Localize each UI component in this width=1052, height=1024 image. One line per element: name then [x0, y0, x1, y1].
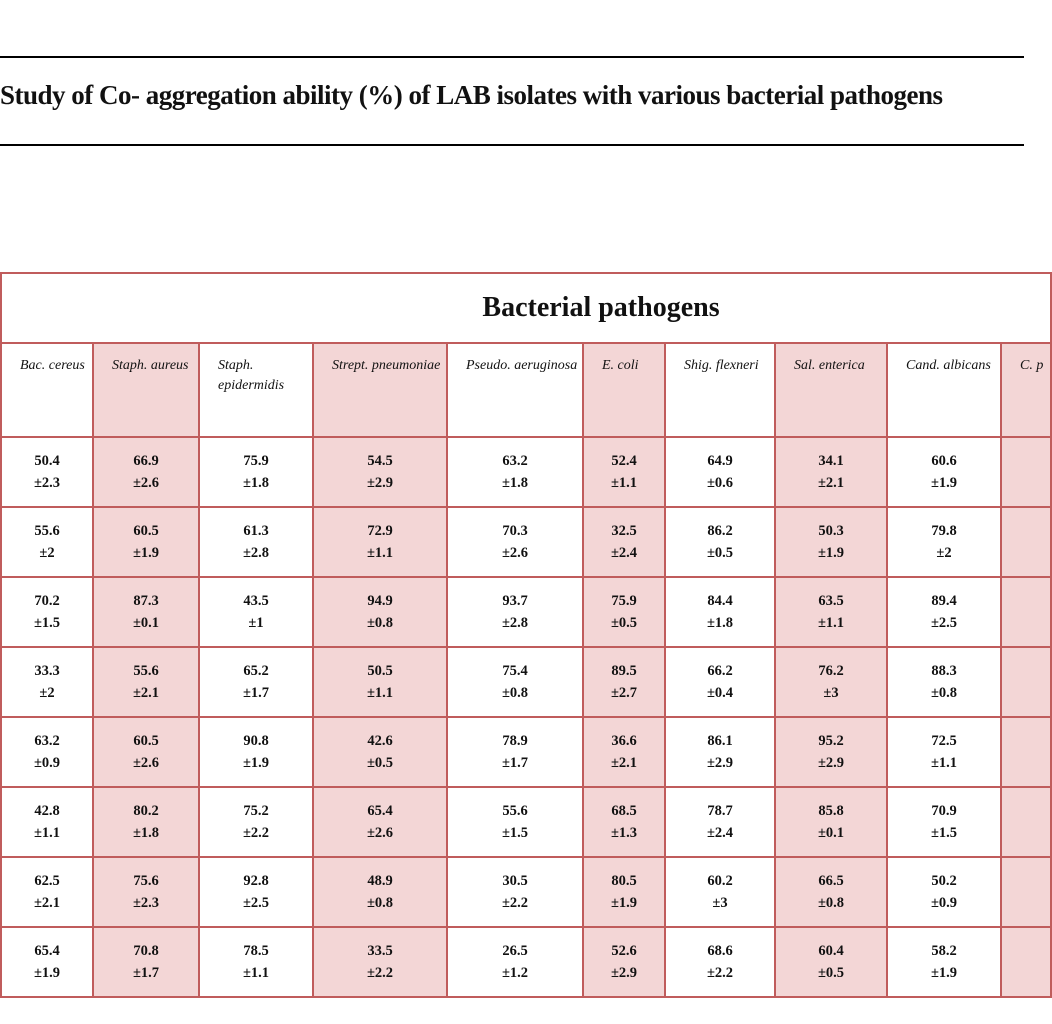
cell-std-dev: ±0.5: [366, 755, 394, 771]
table-cell: [447, 577, 583, 647]
cell-value: 52.4: [611, 453, 637, 469]
cell-std-dev: ±2.1: [817, 475, 845, 491]
table-cell: [665, 437, 775, 507]
table-cell: [1, 507, 93, 577]
table-cell: [775, 927, 887, 997]
cell-value: 78.5: [243, 943, 269, 959]
cell-std-dev: ±2.7: [610, 685, 638, 701]
cell-std-dev: ±1.1: [242, 965, 270, 981]
cell-std-dev: ±0.8: [817, 895, 845, 911]
cell-value: 33.5: [367, 943, 393, 959]
cell-value: 86.2: [707, 523, 733, 539]
cell-std-dev: ±0.1: [132, 615, 160, 631]
table-cell: [887, 927, 1001, 997]
table-cell: [665, 717, 775, 787]
cell-std-dev: ±1.5: [501, 825, 529, 841]
cell-std-dev: ±3: [823, 685, 839, 701]
table-cell: [665, 787, 775, 857]
cell-value: 79.8: [931, 523, 957, 539]
table-cell: [1001, 507, 1051, 577]
column-header: Staph. aureus: [93, 343, 199, 437]
table-cell: [1001, 857, 1051, 927]
table-cell: [1, 857, 93, 927]
table-cell: [583, 647, 665, 717]
cell-value: 55.6: [133, 663, 159, 679]
table-row: [1, 577, 1051, 647]
cell-value: 75.4: [502, 663, 528, 679]
cell-std-dev: ±2.3: [33, 475, 61, 491]
table-cell: [1, 927, 93, 997]
cell-value: 66.2: [707, 663, 733, 679]
cell-value: 95.2: [818, 733, 844, 749]
cell-value: 75.9: [243, 453, 269, 469]
cell-value: 60.6: [931, 453, 957, 469]
cell-std-dev: ±2.2: [501, 895, 529, 911]
cell-std-dev: ±2.6: [366, 825, 394, 841]
cell-value: 78.7: [707, 803, 733, 819]
table-cell: [583, 577, 665, 647]
cell-value: 66.5: [818, 873, 844, 889]
cell-value: 89.5: [611, 663, 637, 679]
cell-std-dev: ±0.9: [930, 895, 958, 911]
table-row: [1, 857, 1051, 927]
cell-std-dev: ±2.1: [132, 685, 160, 701]
cell-value: 64.9: [707, 453, 733, 469]
cell-value: 54.5: [367, 453, 393, 469]
cell-value: 34.1: [818, 453, 844, 469]
cell-value: 86.1: [707, 733, 733, 749]
cell-std-dev: ±2.9: [817, 755, 845, 771]
cell-std-dev: ±2.1: [33, 895, 61, 911]
cell-std-dev: ±2.2: [242, 825, 270, 841]
table-row: [1, 647, 1051, 717]
cell-std-dev: ±2.5: [930, 615, 958, 631]
column-header: Staph. epidermidis: [199, 343, 313, 437]
table-cell: [887, 717, 1001, 787]
table-cell: [887, 647, 1001, 717]
table-cell: [313, 507, 447, 577]
cell-value: 75.6: [133, 873, 159, 889]
table-cell: [199, 647, 313, 717]
table-cell: [447, 507, 583, 577]
table-cell: [1, 787, 93, 857]
cell-std-dev: ±1.8: [242, 475, 270, 491]
cell-std-dev: ±0.9: [33, 755, 61, 771]
table-cell: [775, 437, 887, 507]
cell-value: 68.6: [707, 943, 733, 959]
table-body: [1, 437, 1051, 997]
cell-value: 61.3: [243, 523, 269, 539]
cell-value: 62.5: [34, 873, 60, 889]
table-cell: [313, 927, 447, 997]
table-cell: [93, 437, 199, 507]
cell-value: 63.2: [502, 453, 528, 469]
cell-value: 72.9: [367, 523, 393, 539]
cell-std-dev: ±2: [39, 545, 55, 561]
cell-value: 26.5: [502, 943, 528, 959]
table-cell: [887, 437, 1001, 507]
table-cell: [775, 787, 887, 857]
table-cell: [583, 507, 665, 577]
cell-std-dev: ±1.8: [706, 615, 734, 631]
table-cell: [1, 647, 93, 717]
table-row: [1, 787, 1051, 857]
cell-value: 70.3: [502, 523, 528, 539]
cell-value: 50.4: [34, 453, 60, 469]
cell-std-dev: ±2.6: [501, 545, 529, 561]
table-cell: [1001, 717, 1051, 787]
title-band: [0, 56, 1024, 146]
cell-value: 60.2: [707, 873, 733, 889]
cell-value: 70.8: [133, 943, 159, 959]
table-cell: [313, 857, 447, 927]
table-cell: [775, 507, 887, 577]
cell-std-dev: ±2.9: [366, 475, 394, 491]
cell-std-dev: ±2.9: [610, 965, 638, 981]
cell-std-dev: ±1.9: [132, 545, 160, 561]
cell-value: 89.4: [931, 593, 957, 609]
document-title: Study of Co- aggregation ability (%) of LAB isolates with various bacterial pathogens: [0, 80, 943, 110]
cell-value: 70.2: [34, 593, 60, 609]
table-cell: [313, 437, 447, 507]
table-cell: [313, 647, 447, 717]
table-cell: [1001, 647, 1051, 717]
table-cell: [199, 857, 313, 927]
table-cell: [775, 577, 887, 647]
cell-value: 60.5: [133, 523, 159, 539]
cell-std-dev: ±0.6: [706, 475, 734, 491]
cell-value: 42.6: [367, 733, 393, 749]
cell-value: 48.9: [367, 873, 393, 889]
table-cell: [93, 717, 199, 787]
cell-value: 65.4: [367, 803, 393, 819]
table-cell: [1001, 927, 1051, 997]
coaggregation-table: [0, 272, 1052, 998]
cell-value: 93.7: [502, 593, 528, 609]
table-cell: [93, 857, 199, 927]
cell-std-dev: ±0.8: [366, 895, 394, 911]
table-row: [1, 927, 1051, 997]
cell-std-dev: ±1.7: [132, 965, 160, 981]
cell-value: 50.2: [931, 873, 957, 889]
table-cell: [775, 717, 887, 787]
cell-value: 90.8: [243, 733, 269, 749]
table-cell: [447, 927, 583, 997]
cell-std-dev: ±2.2: [366, 965, 394, 981]
table-cell: [583, 717, 665, 787]
table-cell: [93, 927, 199, 997]
cell-std-dev: ±1: [248, 615, 264, 631]
column-header: E. coli: [583, 343, 665, 437]
cell-std-dev: ±2.3: [132, 895, 160, 911]
table-cell: [199, 787, 313, 857]
cell-value: 75.9: [611, 593, 637, 609]
table-cell: [93, 577, 199, 647]
column-header: Pseudo. aeruginosa: [447, 343, 583, 437]
cell-std-dev: ±1.7: [501, 755, 529, 771]
table-cell: [93, 507, 199, 577]
table-cell: [93, 787, 199, 857]
cell-value: 70.9: [931, 803, 957, 819]
cell-value: 65.4: [34, 943, 60, 959]
cell-std-dev: ±2.6: [132, 475, 160, 491]
cell-value: 52.6: [611, 943, 637, 959]
cell-std-dev: ±1.1: [33, 825, 61, 841]
table-cell: [199, 717, 313, 787]
table-cell: [665, 857, 775, 927]
cell-value: 58.2: [931, 943, 957, 959]
table-cell: [665, 647, 775, 717]
cell-value: 33.3: [34, 663, 60, 679]
table-cell: [1001, 787, 1051, 857]
table-cell: [199, 437, 313, 507]
cell-value: 76.2: [818, 663, 844, 679]
cell-std-dev: ±2.2: [706, 965, 734, 981]
cell-value: 72.5: [931, 733, 957, 749]
table-row: [1, 507, 1051, 577]
cell-std-dev: ±1.3: [610, 825, 638, 841]
table-row: [1, 717, 1051, 787]
table-cell: [887, 577, 1001, 647]
cell-std-dev: ±1.1: [610, 475, 638, 491]
table-cell: [447, 717, 583, 787]
cell-std-dev: ±2.6: [132, 755, 160, 771]
cell-std-dev: ±0.8: [501, 685, 529, 701]
table-cell: [93, 647, 199, 717]
table-cell: [199, 507, 313, 577]
cell-value: 94.9: [367, 593, 393, 609]
column-header: Shig. flexneri: [665, 343, 775, 437]
group-header: Bacterial pathogens: [1, 273, 1051, 343]
table-cell: [1, 717, 93, 787]
table-cell: [1, 437, 93, 507]
cell-value: 63.5: [818, 593, 844, 609]
cell-std-dev: ±1.1: [817, 615, 845, 631]
table-cell: [775, 857, 887, 927]
cell-value: 80.5: [611, 873, 637, 889]
cell-value: 42.8: [34, 803, 60, 819]
cell-std-dev: ±1.1: [366, 685, 394, 701]
cell-std-dev: ±2.8: [242, 545, 270, 561]
table-cell: [775, 647, 887, 717]
cell-std-dev: ±1.8: [501, 475, 529, 491]
cell-value: 55.6: [502, 803, 528, 819]
table-cell: [1001, 577, 1051, 647]
cell-value: 88.3: [931, 663, 957, 679]
cell-std-dev: ±1.9: [817, 545, 845, 561]
table-cell: [447, 437, 583, 507]
column-header-row: [1, 343, 1051, 437]
table-cell: [665, 507, 775, 577]
cell-std-dev: ±0.4: [706, 685, 734, 701]
cell-value: 36.6: [611, 733, 637, 749]
cell-std-dev: ±2.5: [242, 895, 270, 911]
cell-value: 87.3: [133, 593, 159, 609]
table-cell: [665, 927, 775, 997]
cell-value: 60.4: [818, 943, 844, 959]
cell-std-dev: ±2.9: [706, 755, 734, 771]
table-cell: [199, 577, 313, 647]
column-header: C. p: [1001, 343, 1051, 437]
cell-value: 92.8: [243, 873, 269, 889]
cell-std-dev: ±2.1: [610, 755, 638, 771]
cell-value: 50.5: [367, 663, 393, 679]
table-cell: [313, 787, 447, 857]
cell-value: 63.2: [34, 733, 60, 749]
table-cell: [313, 577, 447, 647]
cell-value: 84.4: [707, 593, 733, 609]
cell-value: 60.5: [133, 733, 159, 749]
cell-std-dev: ±1.9: [33, 965, 61, 981]
column-header: Strept. pneumoniae: [313, 343, 447, 437]
cell-std-dev: ±2: [39, 685, 55, 701]
cell-std-dev: ±2.4: [610, 545, 638, 561]
table-cell: [887, 787, 1001, 857]
table-cell: [583, 927, 665, 997]
cell-std-dev: ±0.1: [817, 825, 845, 841]
cell-value: 68.5: [611, 803, 637, 819]
table-cell: [583, 437, 665, 507]
cell-std-dev: ±1.9: [242, 755, 270, 771]
table-cell: [665, 577, 775, 647]
table-cell: [1, 577, 93, 647]
cell-value: 78.9: [502, 733, 528, 749]
cell-value: 50.3: [818, 523, 844, 539]
cell-std-dev: ±3: [712, 895, 728, 911]
table-cell: [1001, 437, 1051, 507]
table-row: [1, 437, 1051, 507]
cell-std-dev: ±0.8: [366, 615, 394, 631]
cell-std-dev: ±0.5: [706, 545, 734, 561]
cell-std-dev: ±2: [936, 545, 952, 561]
cell-std-dev: ±2.4: [706, 825, 734, 841]
table-cell: [199, 927, 313, 997]
table-cell: [583, 857, 665, 927]
cell-std-dev: ±0.8: [930, 685, 958, 701]
cell-std-dev: ±1.1: [366, 545, 394, 561]
table-cell: [447, 787, 583, 857]
cell-value: 32.5: [611, 523, 637, 539]
cell-value: 43.5: [243, 593, 269, 609]
cell-value: 85.8: [818, 803, 844, 819]
cell-std-dev: ±1.9: [930, 475, 958, 491]
table-cell: [583, 787, 665, 857]
coaggregation-table-container: [0, 272, 1044, 1000]
cell-value: 75.2: [243, 803, 269, 819]
cell-std-dev: ±0.5: [817, 965, 845, 981]
table-cell: [313, 717, 447, 787]
cell-value: 66.9: [133, 453, 159, 469]
column-header: Sal. enterica: [775, 343, 887, 437]
cell-std-dev: ±1.8: [132, 825, 160, 841]
table-cell: [447, 647, 583, 717]
cell-std-dev: ±1.5: [930, 825, 958, 841]
cell-std-dev: ±1.1: [930, 755, 958, 771]
table-cell: [887, 507, 1001, 577]
cell-std-dev: ±1.5: [33, 615, 61, 631]
cell-std-dev: ±1.7: [242, 685, 270, 701]
cell-value: 80.2: [133, 803, 159, 819]
cell-value: 65.2: [243, 663, 269, 679]
cell-std-dev: ±1.9: [930, 965, 958, 981]
cell-std-dev: ±1.2: [501, 965, 529, 981]
table-cell: [447, 857, 583, 927]
cell-std-dev: ±1.9: [610, 895, 638, 911]
cell-value: 55.6: [34, 523, 60, 539]
cell-value: 30.5: [502, 873, 528, 889]
column-header: Bac. cereus: [1, 343, 93, 437]
cell-std-dev: ±2.8: [501, 615, 529, 631]
column-header: Cand. albicans: [887, 343, 1001, 437]
table-cell: [887, 857, 1001, 927]
cell-std-dev: ±0.5: [610, 615, 638, 631]
